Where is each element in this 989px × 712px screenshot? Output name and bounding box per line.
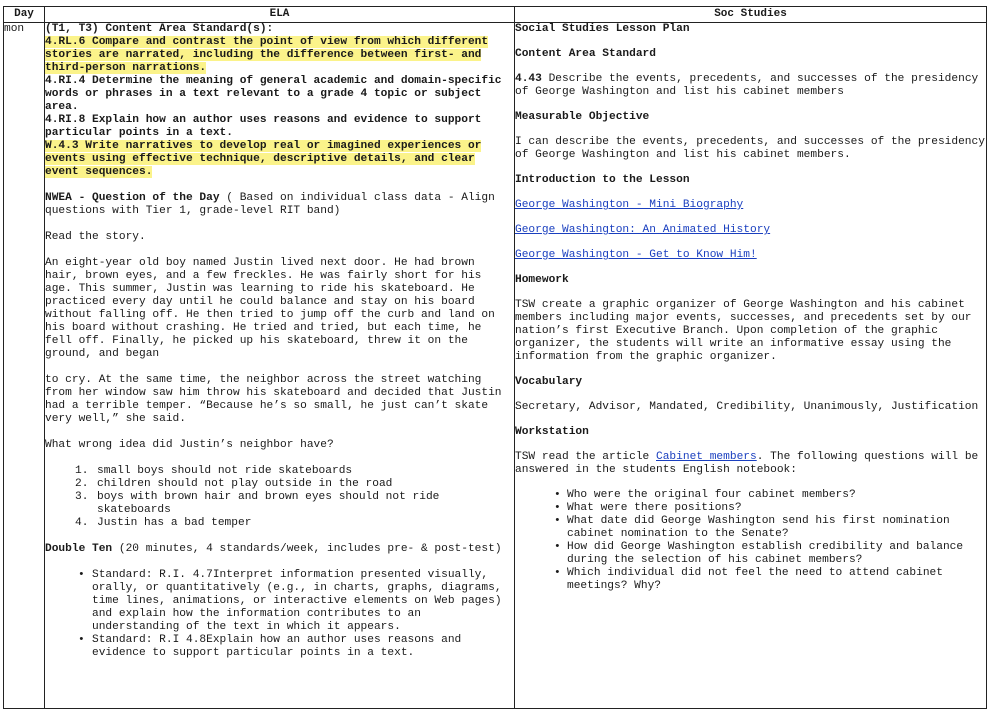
double-ten (45, 543, 514, 556)
workstation-question: • How did George Washington establish credibility and balance during the selection of his cabinet members? (554, 541, 964, 566)
soc-studies-cell (515, 23, 987, 709)
header-row (4, 7, 987, 23)
answer-choice: 1. small boys should not ride skateboards (75, 465, 353, 477)
ss-objective-text: I can describe the events, precedents, and successes of the presidency of George Washington and list his cabinet members. (515, 136, 985, 161)
answer-choice: 4. Justin has a bad temper (75, 517, 252, 529)
nwea-question-of-day (45, 192, 514, 218)
ela-header: ELA (45, 7, 515, 23)
workstation-question: • What date did George Washington send his first nomination cabinet nomination to the Senate? (554, 515, 950, 540)
ss-standard-heading: Content Area Standard (515, 48, 656, 60)
monday-row (4, 23, 987, 709)
story-paragraph-2: to cry. At the same time, the neighbor across the street watching from her window saw him throw his skateboard and decided that Justin had a terrible temper. “Because he’s so small, he just can’t skate very well,” she said. (45, 374, 502, 425)
answer-choice: 2. children should not play outside in the road (75, 478, 393, 490)
link-mini-biography[interactable]: George Washington - Mini Biography (515, 199, 744, 211)
day-cell: mon (4, 23, 45, 709)
double-ten-standards (45, 569, 514, 660)
double-ten-standard: • Standard: R.I. 4.7Interpret information presented visually, orally, or quantitatively (e.g., in charts, graphs, diagrams, time lines, animations, or interactive elements on Web pages) and explain how the information contributes to an understanding of the text in which it appears. (78, 569, 502, 633)
lesson-plan-table (3, 6, 987, 709)
ss-standard-text: Describe the events, precedents, and successes of the presidency of George Washington and list his cabinet members (515, 73, 979, 98)
standard-w43: W.4.3 Write narratives to develop real or imagined experiences or events using effective technique, descriptive details, and clear event sequences. (45, 140, 482, 178)
link-animated-history[interactable]: George Washington: An Animated History (515, 224, 771, 236)
ss-workstation-heading: Workstation (515, 426, 589, 438)
standards-title: (T1, T3) Content Area Standard(s): (45, 23, 274, 35)
day-header: Day (4, 7, 45, 23)
story-paragraph-1: An eight-year old boy named Justin lived next door. He had brown hair, brown eyes, and a few freckles. He was fairly short for his age. This summer, Justin was learning to ride his skateboard. He practiced every day until he could balance and stay on his board without falling off. He then tried to jump off the curb and land on his board without crashing. He tried and tried, but each time, he fell off. Finally, he picked up his skateboard, threw it on the ground, and began (45, 257, 495, 360)
story-question: What wrong idea did Justin’s neighbor have? (45, 439, 334, 451)
ss-homework-heading: Homework (515, 274, 569, 286)
ss-standard-code: 4.43 (515, 73, 542, 85)
ss-objective-heading: Measurable Objective (515, 111, 650, 123)
workstation-question: • What were there positions? (554, 502, 742, 514)
soc-studies-header: Soc Studies (515, 7, 987, 23)
double-ten-standard: • Standard: R.I 4.8Explain how an author uses reasons and evidence to support particular points in a text. (78, 634, 462, 659)
standard-ri8: 4.RI.8 Explain how an author uses reasons and evidence to support particular points in a text. (45, 114, 482, 139)
standard-ri4: 4.RI.4 Determine the meaning of general academic and domain-specific words or phrases in a text relevant to a grade 4 topic or subject area. (45, 75, 502, 113)
workstation-question: • Which individual did not feel the need to attend cabinet meetings? Why? (554, 567, 943, 592)
answer-choices (45, 465, 514, 530)
link-cabinet-members[interactable]: Cabinet members (656, 451, 757, 463)
ss-vocab-text: Secretary, Advisor, Mandated, Credibility, Unanimously, Justification (515, 401, 979, 413)
workstation-question: • Who were the original four cabinet members? (554, 489, 856, 501)
ss-standard (515, 73, 986, 99)
ela-cell (45, 23, 515, 709)
ss-vocab-heading: Vocabulary (515, 376, 583, 388)
link-get-to-know-him[interactable]: George Washington - Get to Know Him! (515, 249, 757, 261)
nwea-label: NWEA - Question of the Day (45, 192, 220, 204)
ss-intro-heading: Introduction to the Lesson (515, 174, 690, 186)
double-ten-text: (20 minutes, 4 standards/week, includes pre- & post-test) (112, 543, 502, 555)
read-story-instruction: Read the story. (45, 231, 146, 243)
ss-homework-text: TSW create a graphic organizer of George Washington and his cabinet members including major events, successes, and precedents set by our nation’s first Executive Branch. Upon completion of the graphic organizer, the students will write an informative essay using the information from the graphic organizer. (515, 299, 972, 363)
answer-choice: 3. boys with brown hair and brown eyes should not ride skateboards (75, 491, 440, 516)
ss-title: Social Studies Lesson Plan (515, 23, 690, 35)
double-ten-label: Double Ten (45, 543, 113, 555)
standard-rl6: 4.RL.6 Compare and contrast the point of view from which different stories are narrated, including the difference between first- and third-person narrations. (45, 36, 489, 74)
workstation-questions (515, 489, 986, 593)
ss-workstation-text: TSW read the article Cabinet members. The following questions will be answered in the students English notebook: (515, 451, 979, 476)
nwea-text: ( Based on individual class data - Align questions with Tier 1, grade-level RIT band) (45, 192, 495, 217)
